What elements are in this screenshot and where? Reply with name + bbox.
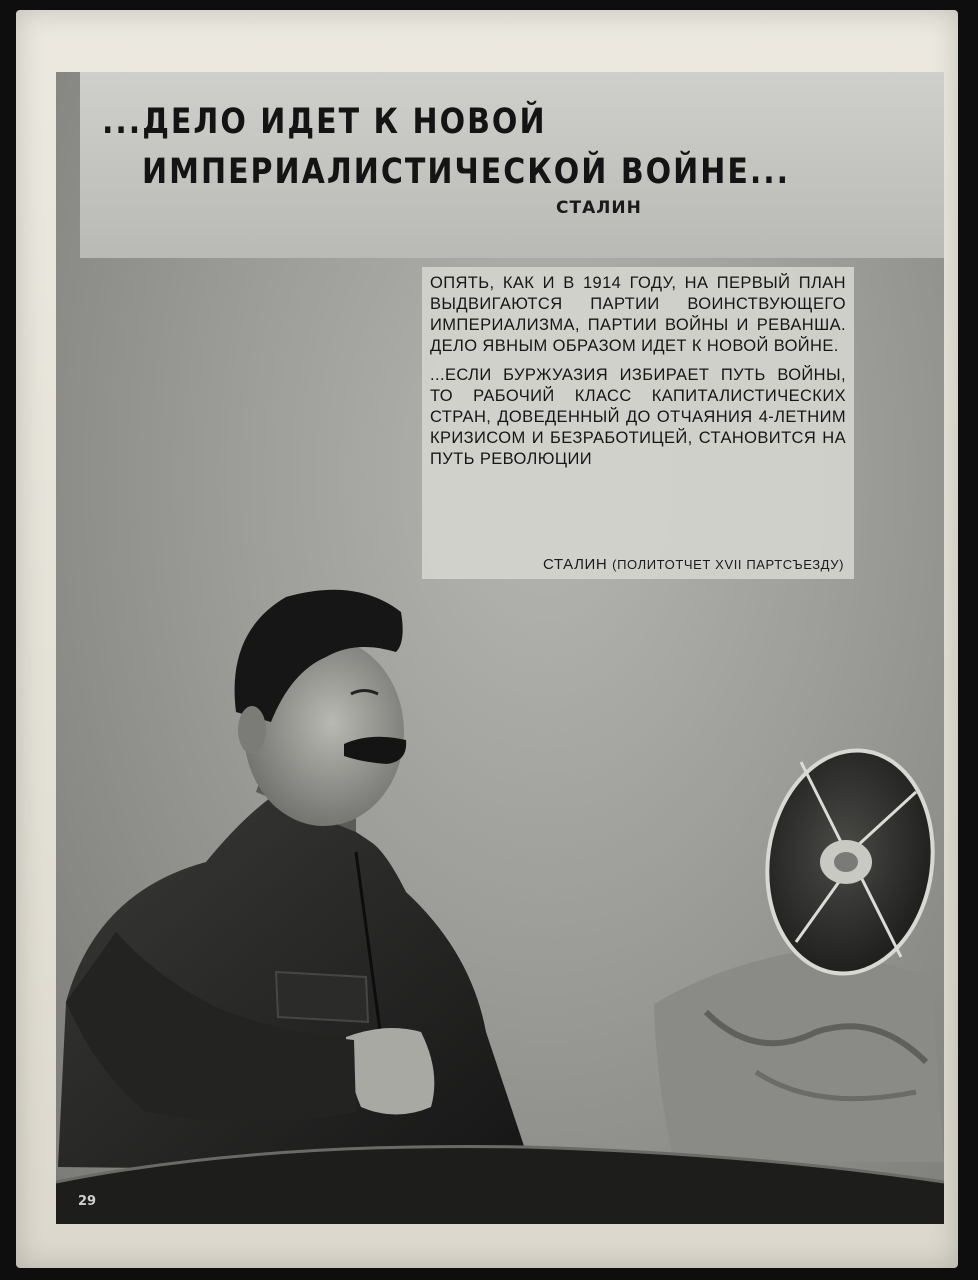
quote-source-name: СТАЛИН bbox=[542, 556, 608, 573]
microphone-cloth bbox=[654, 952, 944, 1162]
headline-attribution: СТАЛИН bbox=[556, 198, 642, 218]
headline-line-1: ...ДЕЛО ИДЕТ К НОВОЙ bbox=[102, 102, 547, 143]
quote-paragraph-1: ОПЯТЬ, КАК И В 1914 ГОДУ, НА ПЕРВЫЙ ПЛАН ВЫДВИГАЮТСЯ ПАРТИИ ВОИНСТВУЮЩЕГО ИМПЕРИАЛИЗМА, ПАРТИИ ВОЙНЫ И РЕВАНША. ДЕЛО ЯВНЫМ ОБРАЗОМ ИДЕТ К НОВОЙ ВОЙНЕ. bbox=[430, 274, 846, 355]
paper-sheet bbox=[16, 10, 958, 1268]
photo-illustration bbox=[56, 72, 944, 1224]
figure-hand bbox=[346, 1028, 434, 1115]
page-number: 29 bbox=[78, 1194, 97, 1209]
quote-box bbox=[422, 267, 854, 579]
quote-paragraph-2: ...ЕСЛИ БУРЖУАЗИЯ ИЗБИРАЕТ ПУТЬ ВОЙНЫ, ТО РАБОЧИЙ КЛАСС КАПИТАЛИСТИЧЕСКИХ СТРАН, ДОВЕДЕННЫЙ ДО ОТЧАЯНИЯ 4-ЛЕТНИМ КРИЗИСОМ И БЕЗРАБОТИЦЕЙ, СТАНОВИТСЯ НА ПУТЬ РЕВОЛЮЦИИ bbox=[430, 366, 846, 468]
photo-print bbox=[56, 72, 944, 1224]
quote-source-detail: (ПОЛИТОТЧЕТ XVII ПАРТСЪЕЗДУ) bbox=[612, 557, 844, 572]
headline-line-2: ИМПЕРИАЛИСТИЧЕСКОЙ ВОЙНЕ... bbox=[142, 152, 791, 193]
quote-source bbox=[543, 556, 844, 573]
coat-pocket bbox=[276, 972, 368, 1022]
